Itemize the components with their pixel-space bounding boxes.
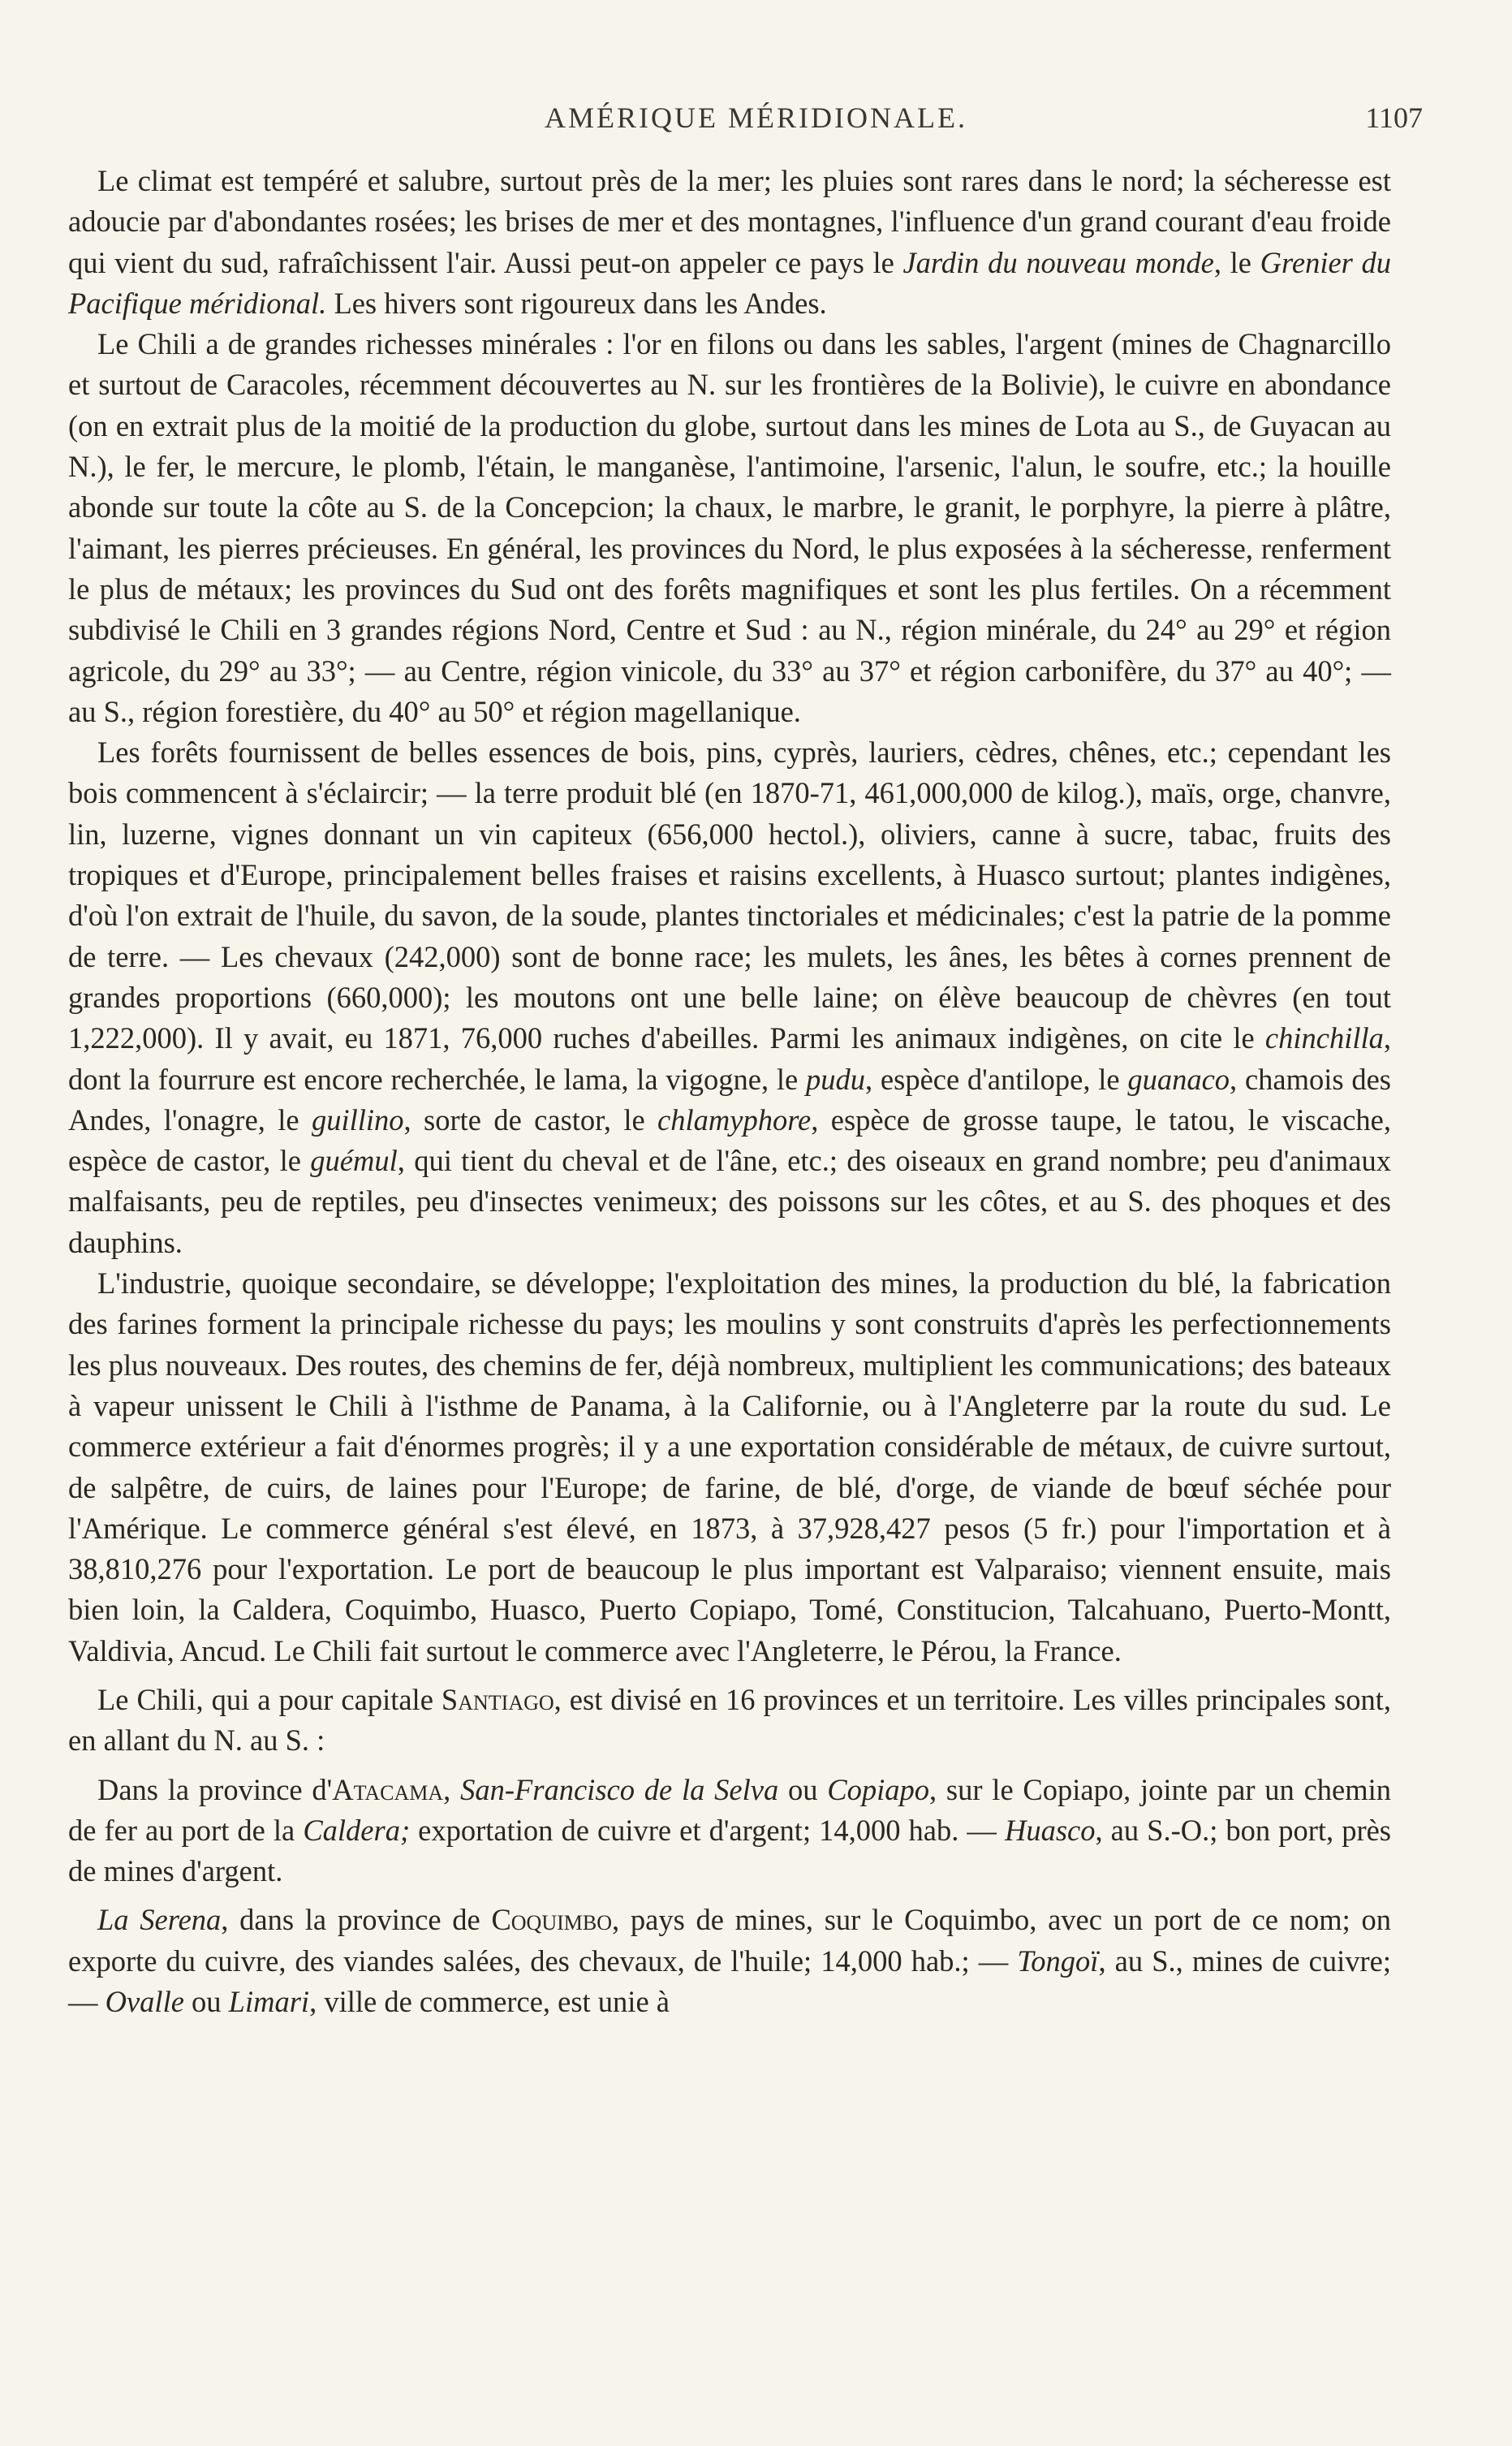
- running-title: AMÉRIQUE MÉRIDIONALE.: [545, 101, 967, 134]
- page-number: 1107: [1365, 101, 1423, 134]
- paragraph: La Serena, dans la province de Coquimbo, pays de mines, sur le Coquimbo, avec un port de ce nom; on exporte du cuivre, des viandes salées, des chevaux, de l'huile; 14,000 hab.; — Tongoï, au S., mines de cuivre; — Ovalle ou Limari, ville de commerce, est unie à: [68, 1903, 1391, 2019]
- page-header: [0, 101, 1512, 141]
- body-text: [68, 161, 1391, 2022]
- paragraph: L'industrie, quoique secondaire, se développe; l'exploitation des mines, la production du blé, la fabrication des farines forment la principale richesse du pays; les moulins y sont construits d'après les perfectionnements les plus nouveaux. Des routes, des chemins de fer, déjà nombreux, multiplient les communications; des bateaux à vapeur unissent le Chili à l'isthme de Panama, à la Californie, ou à l'Angleterre par la route du sud. Le commerce extérieur a fait d'énormes progrès; il y a une exportation considérable de métaux, de cuivre surtout, de salpêtre, de cuirs, de laines pour l'Europe; de farine, de blé, d'orge, de viande de bœuf séchée pour l'Amérique. Le commerce général s'est élevé, en 1873, à 37,928,427 pesos (5 fr.) pour l'importation et à 38,810,276 pour l'exportation. Le port de beaucoup le plus important est Valparaiso; viennent ensuite, mais bien loin, la Caldera, Coquimbo, Huasco, Puerto Copiapo, Tomé, Constitucion, Talcahuano, Puerto-Montt, Valdivia, Ancud. Le Chili fait surtout le commerce avec l'Angleterre, le Pérou, la France.: [68, 1266, 1391, 1667]
- paragraph: Dans la province d'Atacama, San-Francisco de la Selva ou Copiapo, sur le Copiapo, jointe par un chemin de fer au port de la Caldera; exportation de cuivre et d'argent; 14,000 hab. — Huasco, au S.-O.; bon port, près de mines d'argent.: [68, 1772, 1392, 1888]
- paragraph: Le Chili a de grandes richesses minérales : l'or en filons ou dans les sables, l'argent (mines de Chagnarcillo et surtout de Caracoles, récemment découvertes au N. sur les frontières de la Bolivie), le cuivre en abondance (on en extrait plus de la moitié de la production du globe, surtout dans les mines de Lota au S., de Guyacan au N.), le fer, le mercure, le plomb, l'étain, le manganèse, l'antimoine, l'arsenic, l'alun, le soufre, etc.; la houille abonde sur toute la côte au S. de la Concepcion; la chaux, le marbre, le granit, le porphyre, la pierre à plâtre, l'aimant, les pierres précieuses. En général, les provinces du Nord, le plus exposées à la sécheresse, renferment le plus de métaux; les provinces du Sud ont des forêts magnifiques et sont les plus fertiles. On a récemment subdivisé le Chili en 3 grandes régions Nord, Centre et Sud : au N., région minérale, du 24° au 29° et région agricole, du 29° au 33°; — au Centre, région vinicole, du 33° au 37° et région carbonifère, du 37° au 40°; — au S., région forestière, du 40° au 50° et région magellanique.: [68, 327, 1391, 728]
- paragraph: Le Chili, qui a pour capitale Santiago, est divisé en 16 provinces et un territoire. Les villes principales sont, en allant du N. au S. :: [68, 1682, 1391, 1758]
- paragraph: Le climat est tempéré et salubre, surtout près de la mer; les pluies sont rares dans le nord; la sécheresse est adoucie par d'abondantes rosées; les brises de mer et des montagnes, l'influence d'un grand courant d'eau froide qui vient du sud, rafraîchissent l'air. Aussi peut-on appeler ce pays le Jardin du nouveau monde, le Grenier du Pacifique méridional. Les hivers sont rigoureux dans les Andes.: [68, 164, 1392, 320]
- paragraph: Les forêts fournissent de belles essences de bois, pins, cyprès, lauriers, cèdres, chênes, etc.; cependant les bois commencent à s'éclaircir; — la terre produit blé (en 1870-71, 461,000,000 de kilog.), maïs, orge, chanvre, lin, luzerne, vignes donnant un vin capiteux (656,000 hectol.), oliviers, canne à sucre, tabac, fruits des tropiques et d'Europe, principalement belles fraises et raisins excellents, à Huasco surtout; plantes indigènes, d'où l'on extrait de l'huile, du savon, de la soude, plantes tinctoriales et médicinales; c'est la patrie de la pomme de terre. — Les chevaux (242,000) sont de bonne race; les mulets, les ânes, les bêtes à cornes prennent de grandes proportions (660,000); les moutons ont une belle laine; on élève beaucoup de chèvres (en tout 1,222,000). Il y avait, eu 1871, 76,000 ruches d'abeilles. Parmi les animaux indigènes, on cite le chinchilla, dont la fourrure est encore recherchée, le lama, la vigogne, le pudu, espèce d'antilope, le guanaco, chamois des Andes, l'onagre, le guillino, sorte de castor, le chlamyphore, espèce de grosse taupe, le tatou, le viscache, espèce de castor, le guémul, qui tient du cheval et de l'âne, etc.; des oiseaux en grand nombre; peu d'animaux malfaisants, peu de reptiles, peu d'insectes venimeux; des poissons sur les côtes, et au S. des phoques et des dauphins.: [68, 736, 1392, 1259]
